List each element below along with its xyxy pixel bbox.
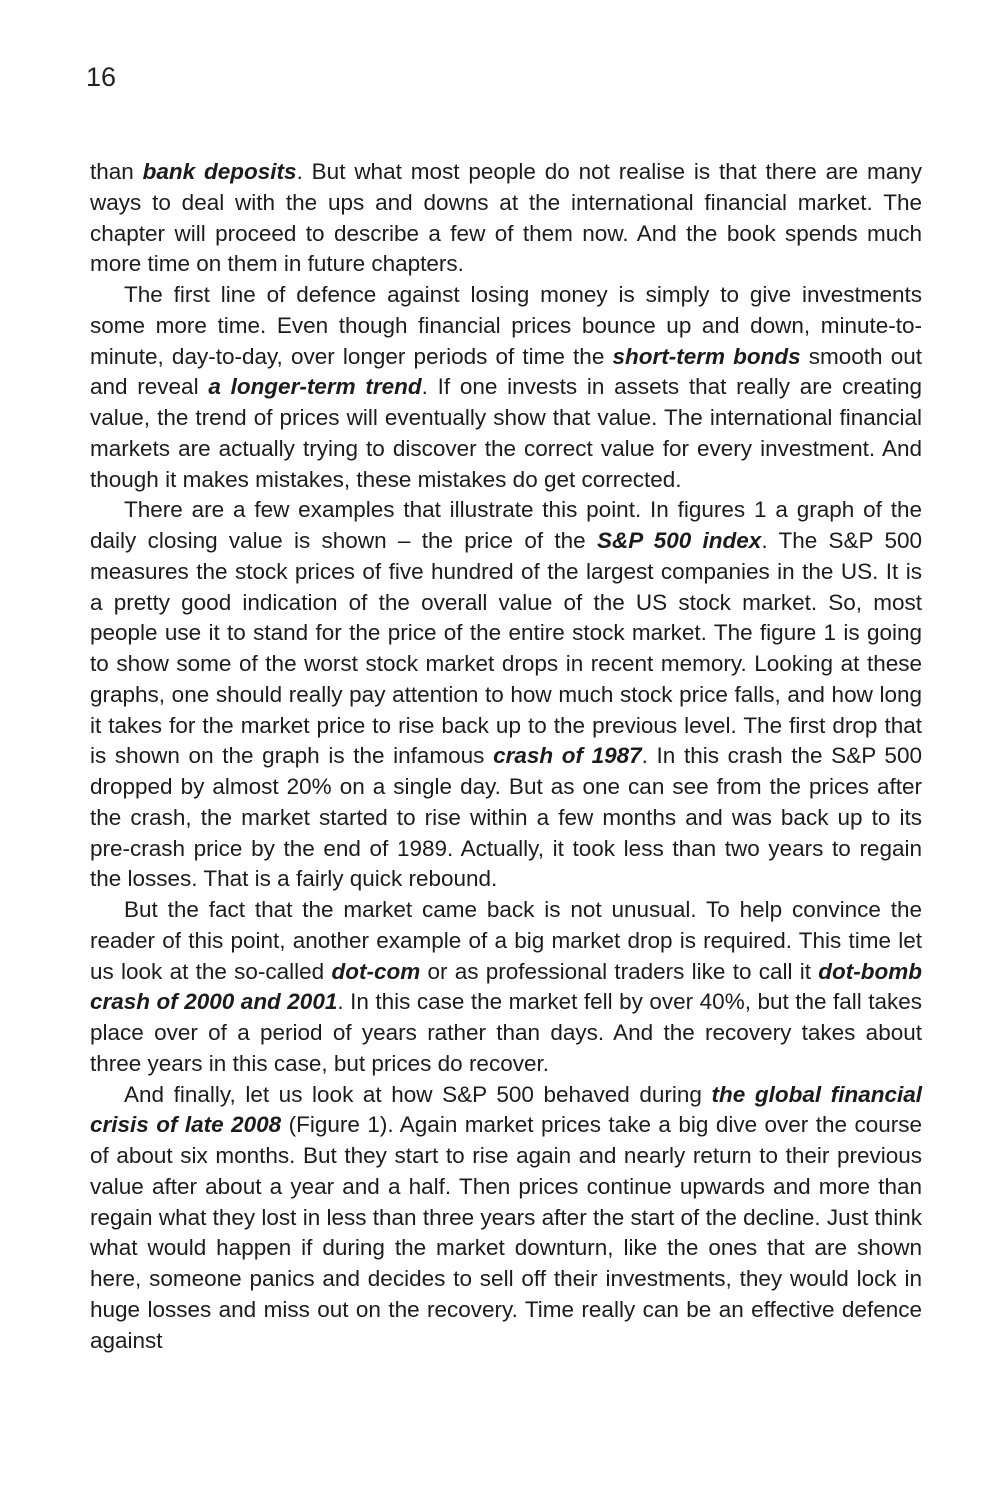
paragraph <box>90 157 922 280</box>
emphasis-term: dot-com <box>331 958 421 984</box>
text-segment: . In this crash the S&P 500 dropped by almost 20% on a single day. But as one can see from the prices after the crash, the market started to rise within a few months and was back up to its pre-crash price by the end of 1989. Actually, it took less than two years to regain the losses. That is a fairly quick rebound. <box>90 743 922 892</box>
text-segment: . If one invests in assets that really are creating value, the trend of prices will eventually show that value. The international financial markets are actually trying to discover the correct value for every investment. And though it makes mistakes, these mistakes do get corrected. <box>90 374 922 492</box>
emphasis-term: bank deposits <box>142 159 297 184</box>
text-segment: And finally, let us look at how S&P 500 behaved during <box>124 1081 712 1107</box>
paragraph <box>90 1080 922 1357</box>
text-segment: (Figure 1). Again market prices take a big dive over the course of about six months. But they start to rise again and nearly return to their previous value after about a year and a half. Then prices continue upwards and more than regain what they lost in less than three years after the start of the decline. Just think what would happen if during the market downturn, like the ones that are shown here, someone panics and decides to sell off their investments, they would lock in huge losses and miss out on the recovery. Time really can be an effective defence against <box>90 1112 922 1353</box>
emphasis-term: short-term bonds <box>612 343 801 369</box>
text-segment: . But what most people do not realise is that there are many ways to deal with the ups and downs at the international financial market. The chapter will proceed to describe a few of them now. And the book spends much more time on them in future chapters. <box>90 159 922 277</box>
text-segment: or as professional traders like to call it <box>420 958 819 984</box>
text-segment: There are a few examples that illustrate this point. In figures 1 a graph of the daily closing value is shown – the price of the <box>90 497 922 553</box>
paragraph <box>90 495 922 895</box>
body-text <box>90 157 922 1356</box>
emphasis-term: crash of 1987 <box>493 743 642 769</box>
emphasis-term: S&P 500 index <box>596 528 762 553</box>
page-number: 16 <box>86 62 117 92</box>
emphasis-term: a longer-term trend <box>208 374 422 400</box>
paragraph <box>90 895 922 1080</box>
emphasis-term: dot-bomb crash of 2000 and 2001 <box>90 958 922 1015</box>
text-segment: . In this case the market fell by over 40%, but the fall takes place over of a period of years rather than days. And the recovery takes about three years in this case, but prices do recover. <box>90 989 923 1076</box>
emphasis-term: the global financial crisis of late 2008 <box>90 1081 923 1138</box>
text-segment: . The S&P 500 measures the stock prices of five hundred of the largest companies in the US. It is a pretty good indication of the overall value of the US stock market. So, most people use it to stand for the price of the entire stock market. The figure 1 is going to show some of the worst stock market drops in recent memory. Looking at these graphs, one should really pay attention to how much stock price falls, and how long it takes for the market price to rise back up to the previous level. The first drop that is shown on the graph is the infamous <box>90 528 922 769</box>
text-segment: The first line of defence against losing money is simply to give investments some more time. Even though financial prices bounce up and down, minute-to-minute, day-to-day, over longer periods of time the <box>90 282 922 369</box>
text-segment: But the fact that the market came back is not unusual. To help convince the reader of this point, another example of a big market drop is required. This time let us look at the so-called <box>90 897 922 984</box>
paragraph <box>90 280 922 495</box>
text-segment: than <box>90 159 143 184</box>
text-segment: smooth out and reveal <box>90 343 922 400</box>
